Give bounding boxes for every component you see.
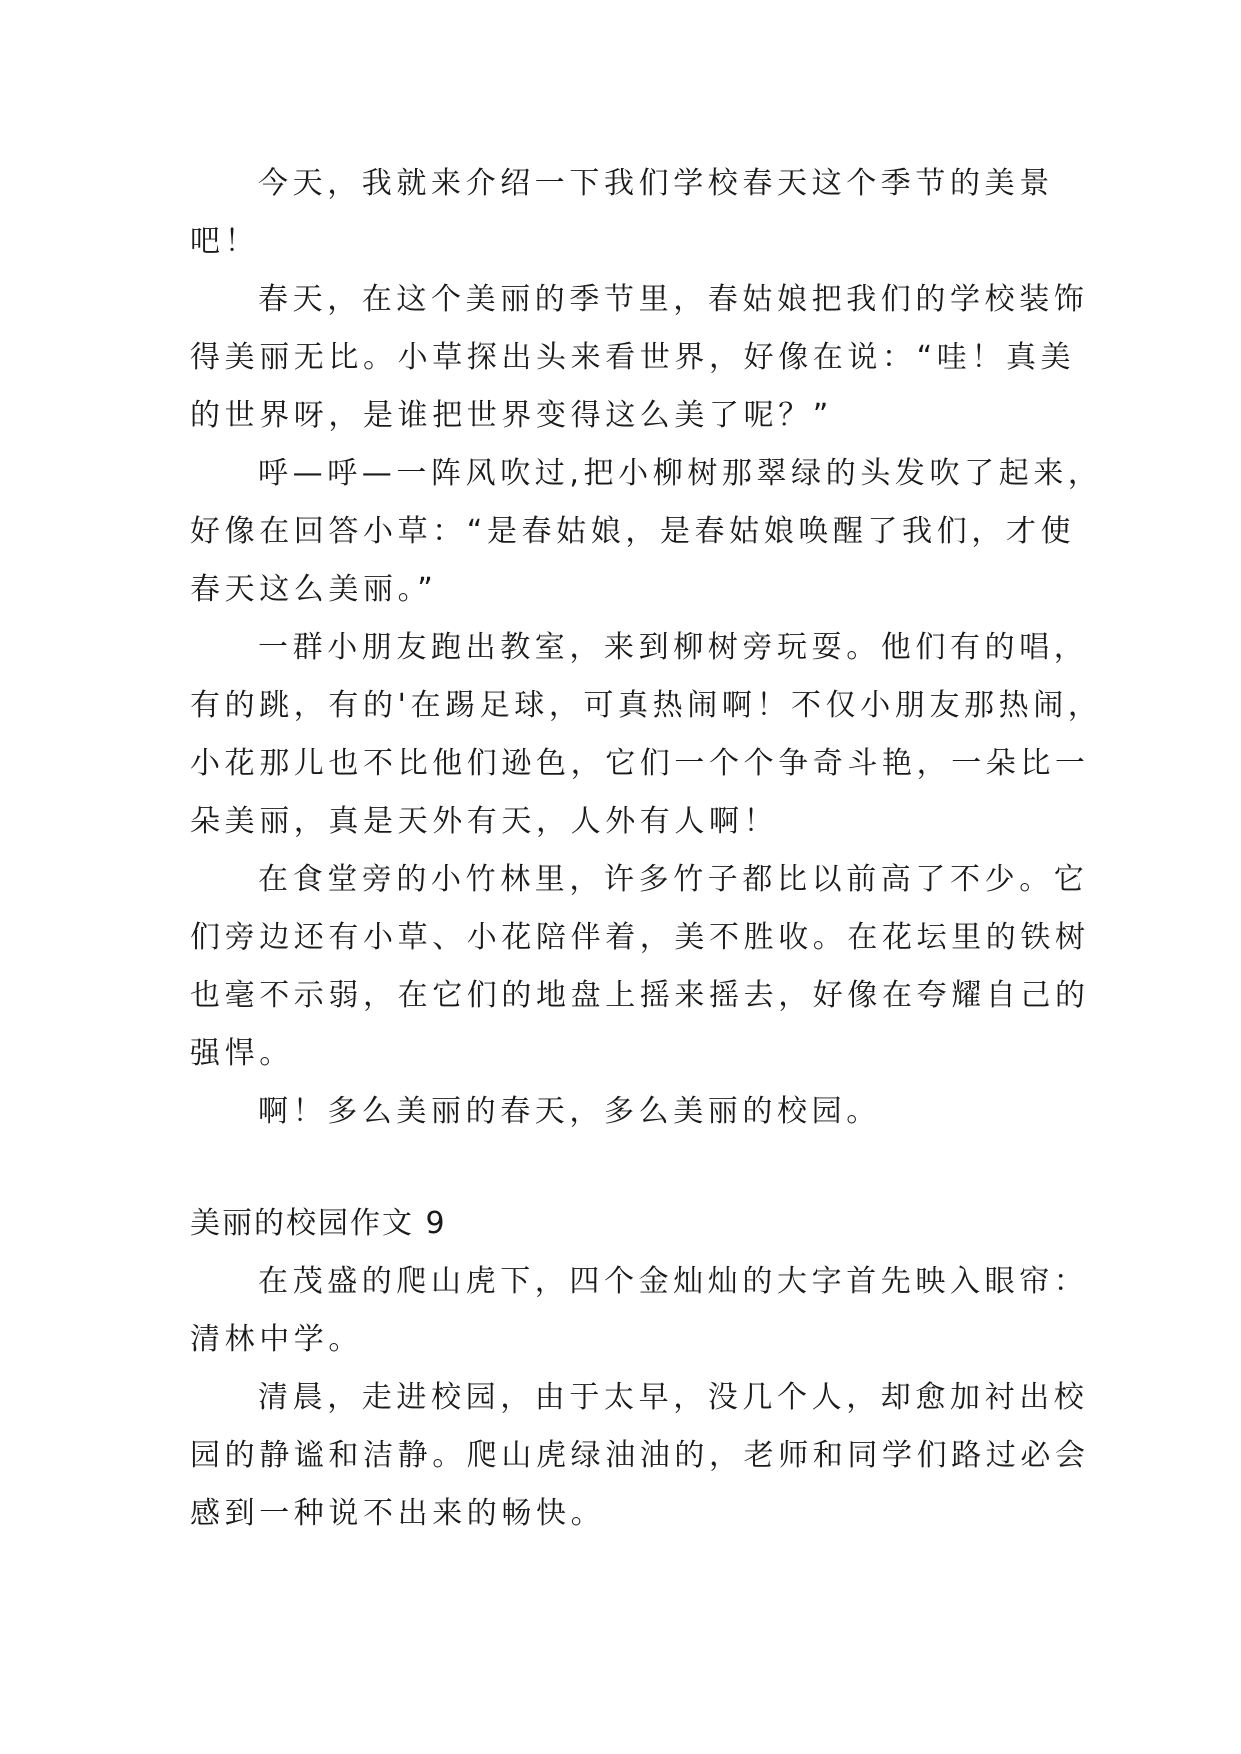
paragraph-line: 们旁边还有小草、小花陪伴着，美不胜收。在花坛里的铁树 bbox=[190, 920, 1090, 955]
section-spacer bbox=[190, 1141, 1070, 1195]
paragraph-line: 朵美丽，真是天外有天，人外有人啊！ bbox=[190, 804, 779, 839]
paragraph-line: 园的静谧和洁静。爬山虎绿油油的，老师和同学们路过必会 bbox=[190, 1438, 1090, 1473]
paragraph-line: 好像在回答小草：“是春姑娘，是春姑娘唤醒了我们，才使 bbox=[190, 514, 1076, 549]
paragraph-line: 呼—呼—一阵风吹过,把小柳树那翠绿的头发吹了起来， bbox=[258, 456, 1103, 491]
paragraph-line: 今天，我就来介绍一下我们学校春天这个季节的美景 bbox=[258, 166, 1054, 201]
section-title: 美丽的校园作文 9 bbox=[190, 1206, 447, 1241]
paragraph-6 bbox=[190, 1083, 1070, 1141]
paragraph-2 bbox=[190, 271, 1089, 445]
paragraph-line: 强悍。 bbox=[190, 1036, 294, 1071]
paragraph-line: 春天这么美丽。” bbox=[190, 572, 438, 607]
paragraph-4 bbox=[190, 619, 1103, 851]
paragraph-line: 吧！ bbox=[190, 224, 260, 259]
paragraph-5 bbox=[190, 851, 1090, 1083]
paragraph-line: 小花那儿也不比他们逊色，它们一个个争奇斗艳，一朵比一 bbox=[190, 746, 1090, 781]
paragraph-line: 清晨，走进校园，由于太早，没几个人，却愈加衬出校 bbox=[258, 1380, 1089, 1415]
paragraph-line: 的世界呀，是谁把世界变得这么美了呢？” bbox=[190, 398, 833, 433]
section-paragraph-1 bbox=[190, 1253, 1089, 1369]
section-paragraph-2 bbox=[190, 1369, 1090, 1543]
paragraph-line: 一群小朋友跑出教室，来到柳树旁玩耍。他们有的唱， bbox=[258, 630, 1089, 665]
paragraph-line: 有的跳，有的'在踢足球，可真热闹啊！不仅小朋友那热闹， bbox=[190, 688, 1103, 723]
paragraph-1 bbox=[190, 155, 1070, 271]
paragraph-line: 春天，在这个美丽的季节里，春姑娘把我们的学校装饰 bbox=[258, 282, 1089, 317]
paragraph-line: 在食堂旁的小竹林里，许多竹子都比以前高了不少。它 bbox=[258, 862, 1089, 897]
paragraph-line: 清林中学。 bbox=[190, 1322, 363, 1357]
paragraph-line: 啊！多么美丽的春天，多么美丽的校园。 bbox=[258, 1094, 881, 1129]
paragraph-line: 得美丽无比。小草探出头来看世界，好像在说：“哇！真美 bbox=[190, 340, 1076, 375]
document-body bbox=[190, 155, 1103, 1543]
paragraph-line: 在茂盛的爬山虎下，四个金灿灿的大字首先映入眼帘： bbox=[258, 1264, 1089, 1299]
paragraph-line: 也毫不示弱，在它们的地盘上摇来摇去，好像在夸耀自己的 bbox=[190, 978, 1090, 1013]
paragraph-line: 感到一种说不出来的畅快。 bbox=[190, 1496, 606, 1531]
paragraph-3 bbox=[190, 445, 1103, 619]
